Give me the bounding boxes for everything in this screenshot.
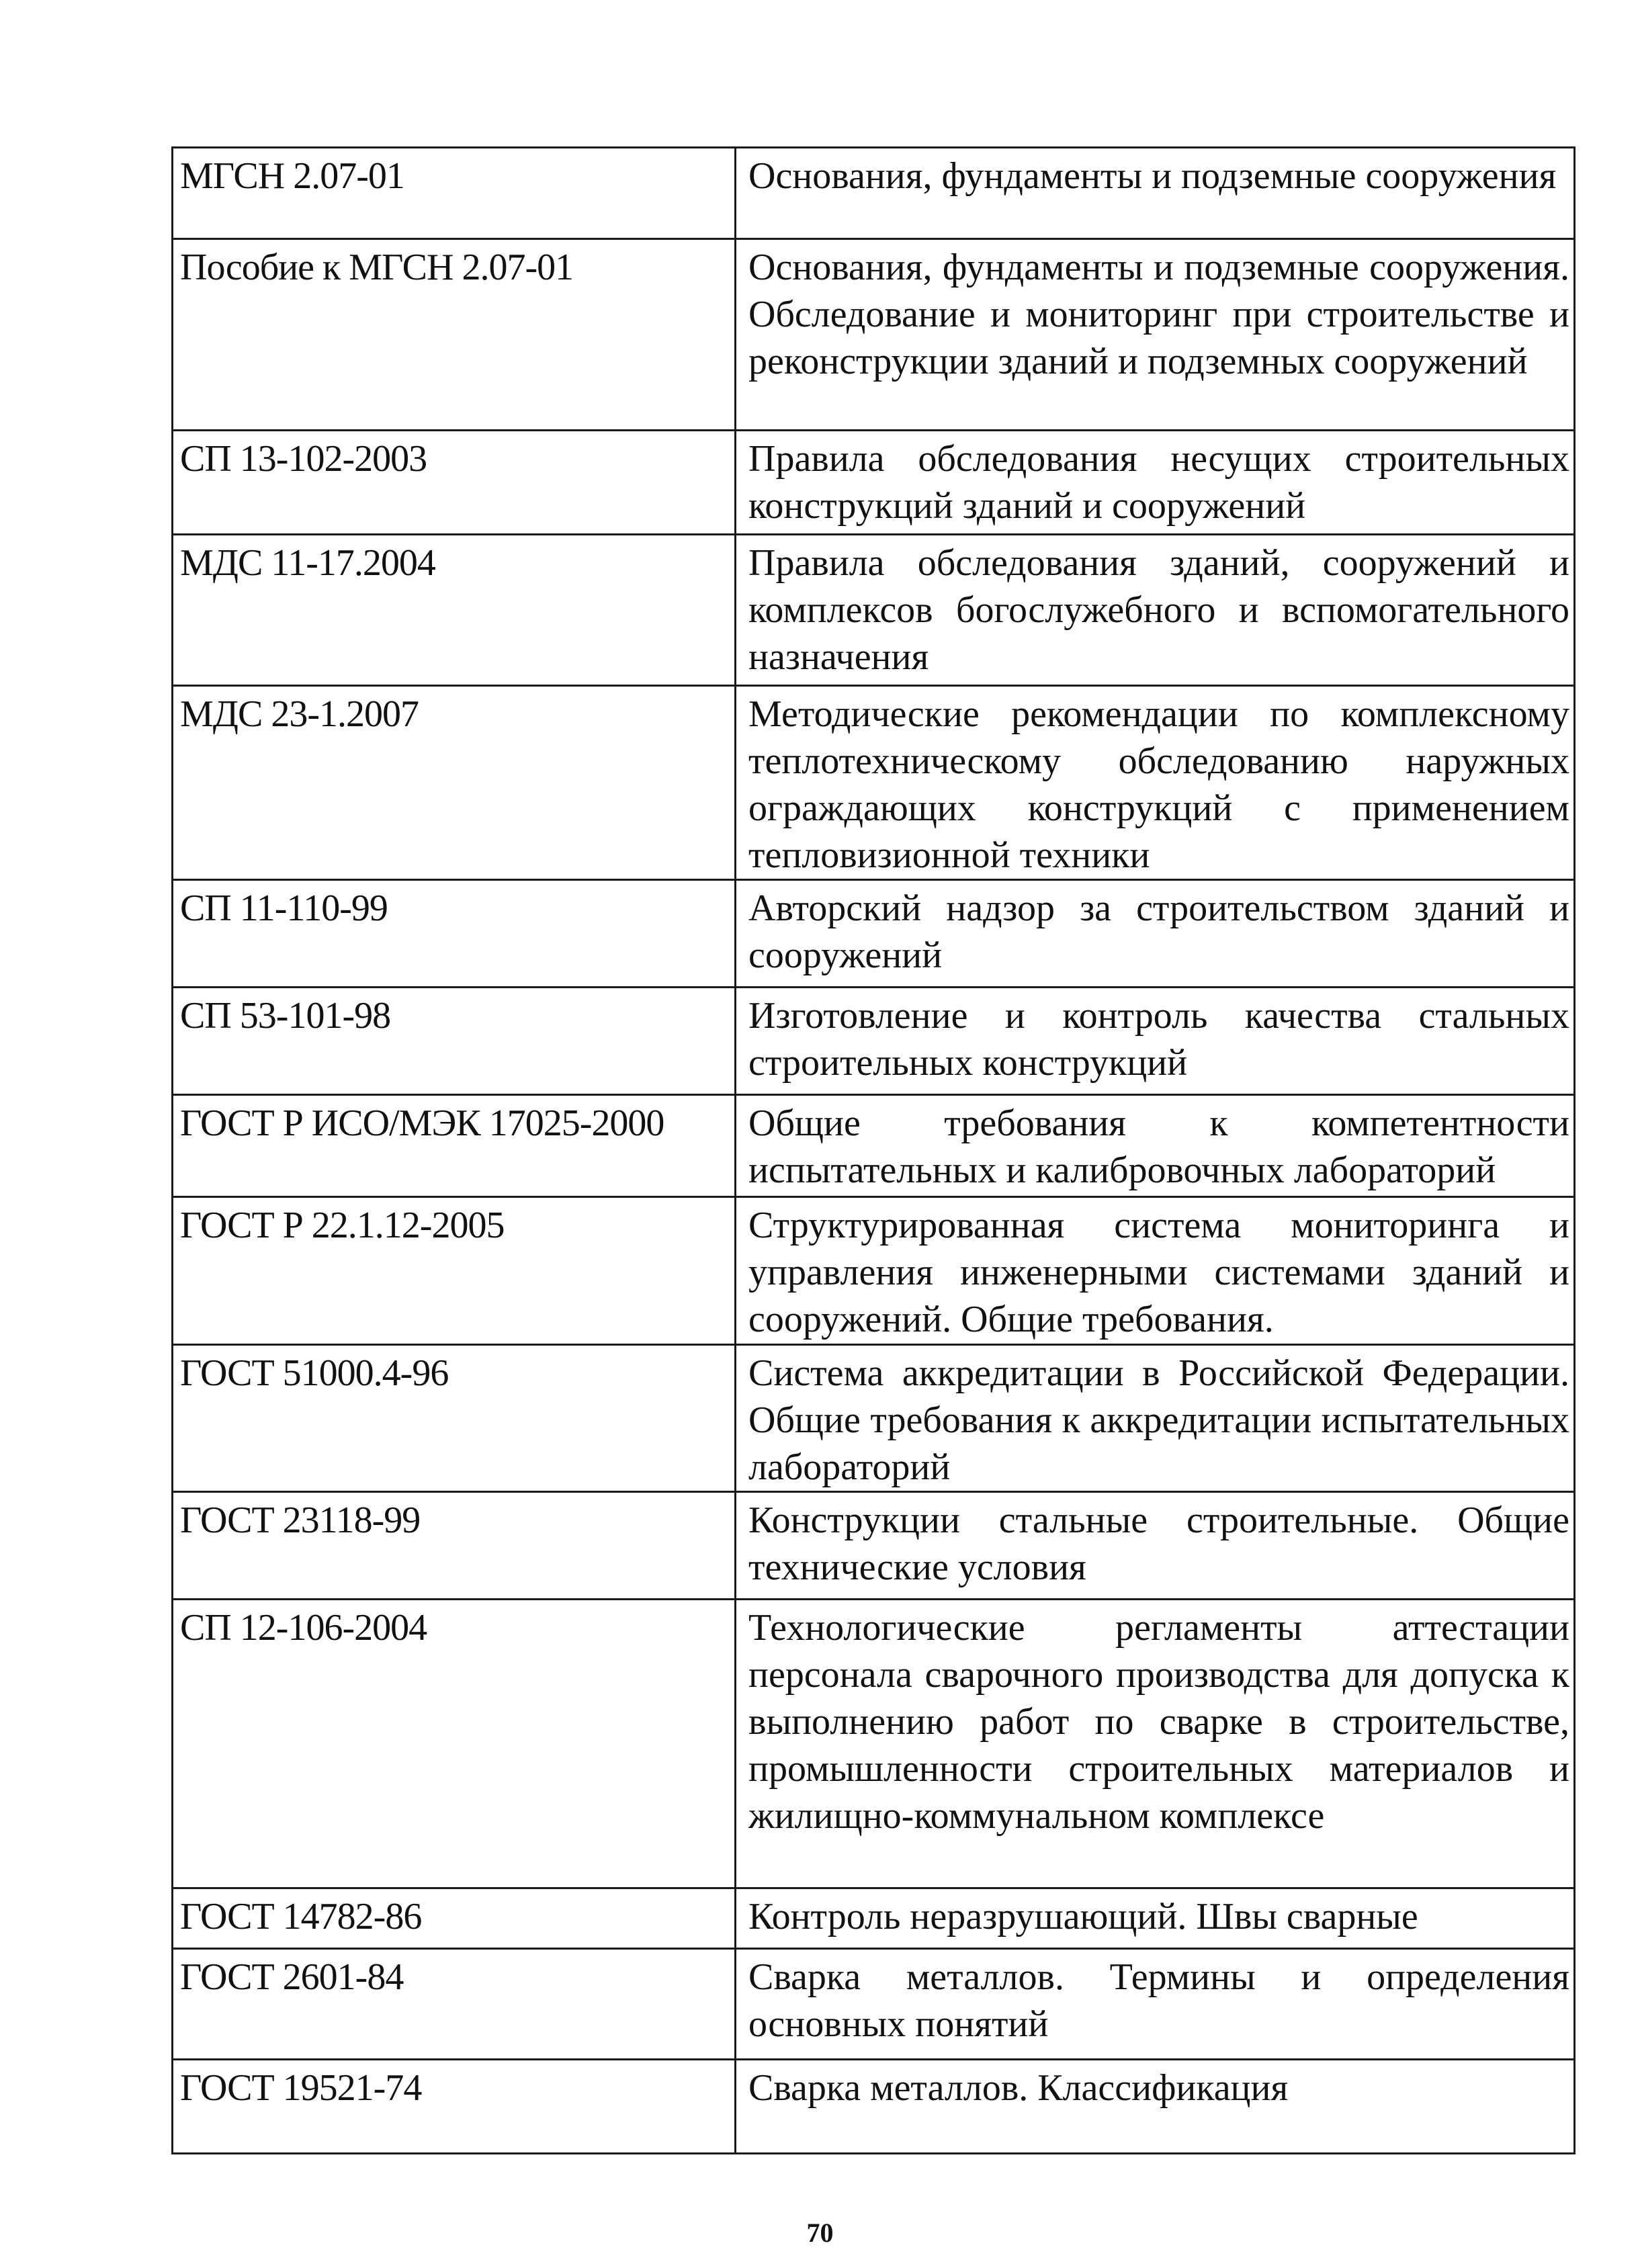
- document-code: СП 13-102-2003: [173, 431, 736, 535]
- table-row: [173, 880, 1575, 988]
- table-row: [173, 2060, 1575, 2154]
- document-code: Пособие к МГСН 2.07-01: [173, 239, 736, 431]
- document-title: Сварка металлов. Классификация: [748, 2067, 1289, 2109]
- page-number: 70: [806, 2218, 834, 2248]
- table-row: [173, 988, 1575, 1095]
- document-title: Методические рекомендации по комплексному теплотехническому обследованию наружных ограждающих конструкций с применением тепловизионной техники: [736, 686, 1575, 880]
- document-code: СП 11-110-99: [173, 880, 736, 988]
- document-code: МГСН 2.07-01: [173, 148, 736, 239]
- document-title: Основания, фундаменты и подземные сооружения: [736, 148, 1575, 239]
- table-row: [173, 431, 1575, 535]
- table-row: [173, 239, 1575, 431]
- document-title: Правила обследования несущих строительных конструкций зданий и сооружений: [736, 431, 1575, 535]
- normative-documents-table: [171, 146, 1576, 2154]
- document-title: Контроль неразрушающий. Швы сварные: [736, 1888, 1575, 1949]
- document-code: МДС 11-17.2004: [173, 535, 736, 686]
- table-row: [173, 148, 1575, 239]
- document-title: Авторский надзор за строительством зданий и сооружений: [736, 880, 1575, 988]
- document-code: ГОСТ 51000.4-96: [173, 1345, 736, 1492]
- document-title: Структурированная система мониторинга и управления инженерными системами зданий и сооружений. Общие требования.: [736, 1197, 1575, 1345]
- table-row: [173, 1197, 1575, 1345]
- document-code: ГОСТ Р 22.1.12-2005: [173, 1197, 736, 1345]
- table-row: [173, 1888, 1575, 1949]
- document-code: ГОСТ 2601-84: [173, 1949, 736, 2060]
- document-code: СП 12-106-2004: [173, 1600, 736, 1888]
- document-code: МДС 23-1.2007: [173, 686, 736, 880]
- table-row: [173, 1600, 1575, 1888]
- document-title: Конструкции стальные строительные. Общие технические условия: [736, 1492, 1575, 1600]
- table-row: [173, 535, 1575, 686]
- document-title: Изготовление и контроль качества стальных строительных конструкций: [736, 988, 1575, 1095]
- document-title: Правила обследования зданий, сооружений и комплексов богослужебного и вспомогательного назначения: [736, 535, 1575, 686]
- document-code: СП 53-101-98: [173, 988, 736, 1095]
- document-code: ГОСТ 14782-86: [173, 1888, 736, 1949]
- document-code: ГОСТ Р ИСО/МЭК 17025-2000: [173, 1095, 736, 1197]
- document-code: ГОСТ 19521-74: [173, 2060, 736, 2154]
- document-code: ГОСТ 23118-99: [173, 1492, 736, 1600]
- document-title: Технологические регламенты аттестации персонала сварочного производства для допуска к выполнению работ по сварке в строительстве, промышленности строительных материалов и жилищно-коммунальном комплексе: [736, 1600, 1575, 1888]
- table-row: [173, 1492, 1575, 1600]
- document-title: Основания, фундаменты и подземные сооружения. Обследование и мониторинг при строительстве и реконструкции зданий и подземных сооружений: [736, 239, 1575, 431]
- table-row: [173, 1345, 1575, 1492]
- document-title: Сварка металлов. Термины и определения основных понятий: [736, 1949, 1575, 2060]
- table-row: [173, 1095, 1575, 1197]
- table-row: [173, 1949, 1575, 2060]
- document-title: Система аккредитации в Российской Федерации. Общие требования к аккредитации испытательных лабораторий: [736, 1345, 1575, 1492]
- document-title: Общие требования к компетентности испытательных и калибровочных лабораторий: [736, 1095, 1575, 1197]
- table-row: [173, 686, 1575, 880]
